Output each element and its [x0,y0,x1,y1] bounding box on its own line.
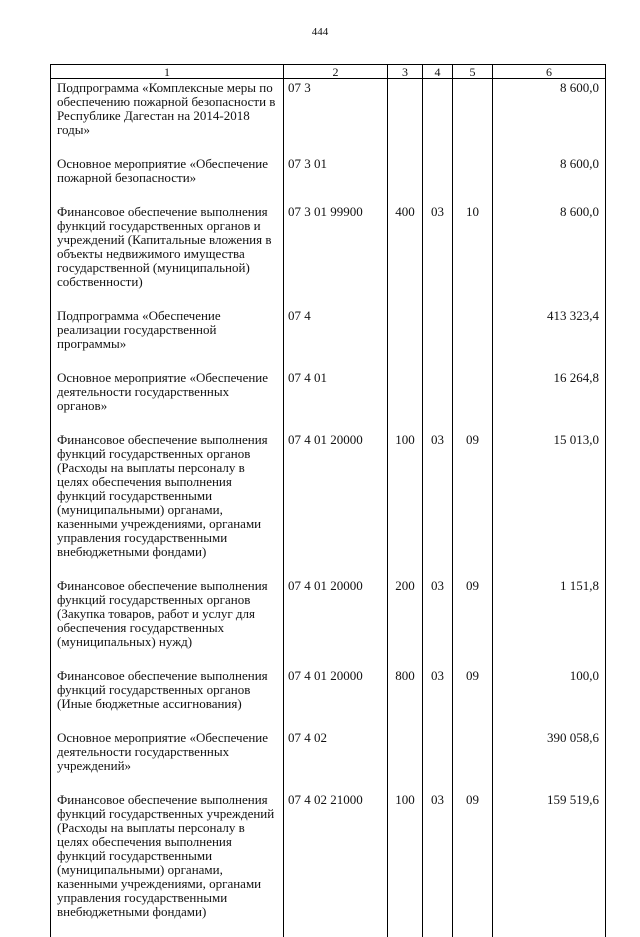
row-code: 07 4 [284,307,388,369]
row-rz: 03 [423,791,453,937]
row-name: Финансовое обеспечение выполнения функций государственных органов и учреждений (Капитальные вложения в объекты недвижимого имущества государственной (муниципальной) собственности) [51,203,284,307]
row-vr [388,729,423,791]
row-vr: 100 [388,791,423,937]
row-name: Финансовое обеспечение выполнения функций государственных органов (Иные бюджетные ассигнования) [51,667,284,729]
row-name: Финансовое обеспечение выполнения функций государственных органов (Расходы на выплаты персоналу в целях обеспечения выполнения функций государственными (муниципальными) органами, казенными учреждениями, органами управления государственными внебюджетными фондами) [51,431,284,577]
row-code: 07 4 02 [284,729,388,791]
row-rz: 03 [423,203,453,307]
row-vr [388,155,423,203]
row-vr [388,307,423,369]
row-sum: 8 600,0 [493,79,606,156]
header-col-rz: 4 [423,65,453,79]
row-vr: 800 [388,667,423,729]
row-rz: 03 [423,431,453,577]
row-vr [388,369,423,431]
row-rz [423,729,453,791]
row-sum: 159 519,6 [493,791,606,937]
table-row [51,79,606,156]
row-code: 07 4 01 20000 [284,431,388,577]
row-pr: 09 [453,667,493,729]
header-col-pr: 5 [453,65,493,79]
row-vr: 400 [388,203,423,307]
row-pr [453,729,493,791]
row-sum: 100,0 [493,667,606,729]
row-name: Подпрограмма «Обеспечение реализации государственной программы» [51,307,284,369]
row-pr [453,369,493,431]
row-sum: 16 264,8 [493,369,606,431]
table-row [51,203,606,307]
table-row [51,369,606,431]
header-col-sum: 6 [493,65,606,79]
row-rz [423,307,453,369]
row-code: 07 4 01 20000 [284,577,388,667]
row-name: Финансовое обеспечение выполнения функций государственных учреждений (Расходы на выплаты персоналу в целях обеспечения выполнения функций государственными (муниципальными) органами, казенными учреждениями, органами управления государственными внебюджетными фондами) [51,791,284,937]
row-pr: 09 [453,431,493,577]
table-row [51,431,606,577]
row-sum: 8 600,0 [493,155,606,203]
row-pr [453,307,493,369]
row-code: 07 4 01 [284,369,388,431]
row-code: 07 4 01 20000 [284,667,388,729]
row-rz [423,155,453,203]
row-code: 07 3 01 99900 [284,203,388,307]
table-row [51,155,606,203]
row-sum: 15 013,0 [493,431,606,577]
table-row [51,791,606,937]
row-name: Основное мероприятие «Обеспечение пожарной безопасности» [51,155,284,203]
row-pr: 09 [453,791,493,937]
row-rz: 03 [423,577,453,667]
row-code: 07 3 01 [284,155,388,203]
row-name: Основное мероприятие «Обеспечение деятельности государственных органов» [51,369,284,431]
header-col-code: 2 [284,65,388,79]
row-sum: 1 151,8 [493,577,606,667]
row-rz: 03 [423,667,453,729]
table-row [51,577,606,667]
row-sum: 8 600,0 [493,203,606,307]
row-code: 07 3 [284,79,388,156]
header-col-vr: 3 [388,65,423,79]
row-code: 07 4 02 21000 [284,791,388,937]
header-row [51,65,606,79]
row-pr [453,155,493,203]
row-name: Основное мероприятие «Обеспечение деятельности государственных учреждений» [51,729,284,791]
row-rz [423,369,453,431]
row-pr: 10 [453,203,493,307]
row-sum: 413 323,4 [493,307,606,369]
row-pr: 09 [453,577,493,667]
budget-table [50,64,606,937]
row-vr: 100 [388,431,423,577]
row-vr [388,79,423,156]
row-rz [423,79,453,156]
page-number: 444 [311,26,329,38]
row-vr: 200 [388,577,423,667]
table-row [51,729,606,791]
table-row [51,667,606,729]
row-pr [453,79,493,156]
row-name: Финансовое обеспечение выполнения функций государственных органов (Закупка товаров, работ и услуг для обеспечения государственных (муниципальных) нужд) [51,577,284,667]
row-sum: 390 058,6 [493,729,606,791]
table-row [51,307,606,369]
row-name: Подпрограмма «Комплексные меры по обеспечению пожарной безопасности в Республике Дагестан на 2014-2018 годы» [51,79,284,156]
header-col-name: 1 [51,65,284,79]
